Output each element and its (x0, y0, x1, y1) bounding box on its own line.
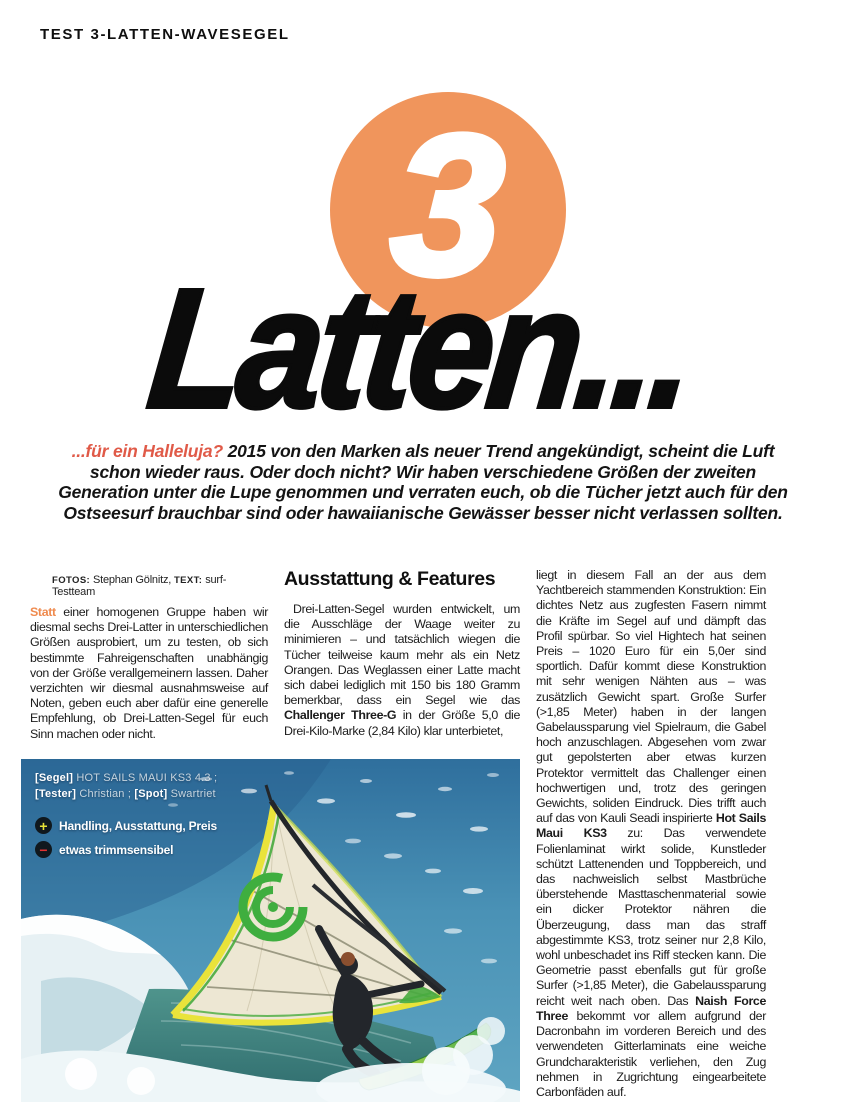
right-paragraph-part2: zu: Das verwendete Folienlaminat wirkt solide, Kunstleder schützt Lattenenden und Toppbereich, und das nachweislich selbst Mastbrüche überstehende Masttaschenmaterial sowie ein dicker Protektor nähren die Überzeugung, dass man das straff abgestimmte KS3, trotz seiner nur 2,8 Kilo, wohl unbeschadet ins Riff stecken kann. Die Geometrie passt ebenfalls gut für große Surfer (>1,85 Meter), die Gabelaussparung reicht weit nach oben. Das (536, 826, 766, 1008)
surfer-hair (341, 952, 355, 966)
pros-row (35, 817, 217, 834)
cons-text: etwas trimmsensibel (59, 842, 174, 857)
hero-number: 3 (386, 94, 510, 317)
caption-spot-label: [Spot] (134, 787, 168, 800)
right-paragraph-part3: bekommt vor allem aufgrund der Dacronbahn im vorderen Bereich und des verwendeten Gitterlaminats eine weiche Grundcharakteristik verliehen, den Zug nehmen in Zugrichtung eingearbeitete Carbonfäden auf. (536, 1008, 766, 1099)
caption-segel-value: HOT SAILS MAUI KS3 4.3 ; (73, 772, 218, 784)
caption-spot-value: Swartriet (167, 787, 216, 800)
byline-text-label: TEXT: (173, 575, 203, 586)
section-heading: Ausstattung & Features (284, 568, 496, 590)
minus-icon (35, 841, 52, 858)
byline (30, 568, 268, 605)
caption-line-tester-spot (35, 787, 217, 803)
byline-text-value: surf-Testteam (52, 574, 227, 598)
right-bold-hotsails: Hot Sails Maui KS3 (536, 811, 766, 841)
middle-paragraph (284, 602, 520, 739)
pros-text: Handling, Ausstattung, Preis (59, 818, 217, 833)
column-right (536, 568, 766, 1100)
caption-tester-label: [Tester] (35, 787, 77, 800)
left-lead-word: Statt (30, 605, 56, 619)
hero-title: Latten... (140, 254, 699, 444)
windsurf-photo (21, 759, 520, 1102)
page-kicker: TEST 3-LATTEN-WAVESEGEL (40, 26, 290, 43)
cons-row (35, 841, 217, 858)
minus-glyph: − (39, 841, 48, 858)
photo-caption (35, 771, 217, 858)
left-paragraph-text: einer homogenen Gruppe haben wir diesmal sechs Drei-Latter in unterschiedlichen Größen ausprobiert, um zu testen, ob sich bestimmte Fahreigenschaften unabhängig von der Größe verallgemeinern lassen. Daher verzichten wir diesmal ausnahmsweise auf Noten, geben euch aber dafür eine generelle Empfehlung, ob Drei-Latten-Segel für euch Sinn machen oder nicht. (30, 605, 268, 741)
right-paragraph (536, 568, 766, 1100)
intro-rest: 2015 von den Marken als neuer Trend angekündigt, scheint die Luft schon wieder raus. Oder doch nicht? Wir haben verschiedene Größen der zweiten Generation unter die Lupe genommen und verraten euch, ob die Tücher jetzt auch für den Ostseesurf brauchbar sind oder hawaiianische Gewässer besser nicht verlassen sollten. (58, 441, 788, 523)
left-paragraph (30, 605, 268, 742)
intro-highlight: ...für ein Halleluja? (71, 441, 223, 461)
right-bold-naish: Naish Force Three (536, 993, 767, 1023)
middle-paragraph-part1: Drei-Latten-Segel wurden entwickelt, um die Ausschläge der Waage weiter zu minimieren – und tatsächlich wiegen die Tücher teilweise kaum mehr als ein Netz Orangen. Das Weglassen einer Latte macht sich dabei lediglich mit 150 bis 180 Gramm bemerkbar, dass ein Segel wie das (284, 602, 520, 708)
caption-line-segel (35, 771, 217, 787)
byline-fotos-value: Stephan Gölnitz, (90, 574, 174, 586)
caption-segel-label: [Segel] (35, 772, 74, 784)
middle-bold-challenger: Challenger Three-G (284, 708, 397, 723)
plus-icon (35, 817, 52, 834)
caption-tester-value: Christian ; (76, 787, 135, 800)
middle-paragraph-part2: in der Größe 5,0 die Drei-Kilo-Marke (2,84 Kilo) klar unterbietet, (284, 708, 520, 738)
intro-paragraph (50, 441, 796, 523)
plus-glyph: + (39, 817, 48, 834)
right-paragraph-part1: liegt in diesem Fall an der aus dem Yachtbereich stammenden Konstruktion: Ein dichtes Netz aus zugfesten Fasern nimmt die Kräfte im Segel auf und dämpft das Profil spürbar. So viel Hightech hat seinen Preis – 1020 Euro für ein 5,0er sind sportlich. Dafür kommt diese Konstruktion mit sehr wenigen Nähten aus – was zusätzlich Gewicht spart. Große Surfer (>1,85 Meter) haben in der langen Gabelaussparung viel Spielraum, die Gabel hoch anzuschlagen. Abgesehen vom zwar gut gepolsterten aber etwas kurzen Protektor vermittelt das Challenger einen hochwertigen und, trotz des geringen Gewichts, soliden Eindruck. Dies trifft auch auf das von Kauli Seadi inspirierte (536, 568, 766, 826)
byline-fotos-label: FOTOS: (52, 575, 91, 586)
